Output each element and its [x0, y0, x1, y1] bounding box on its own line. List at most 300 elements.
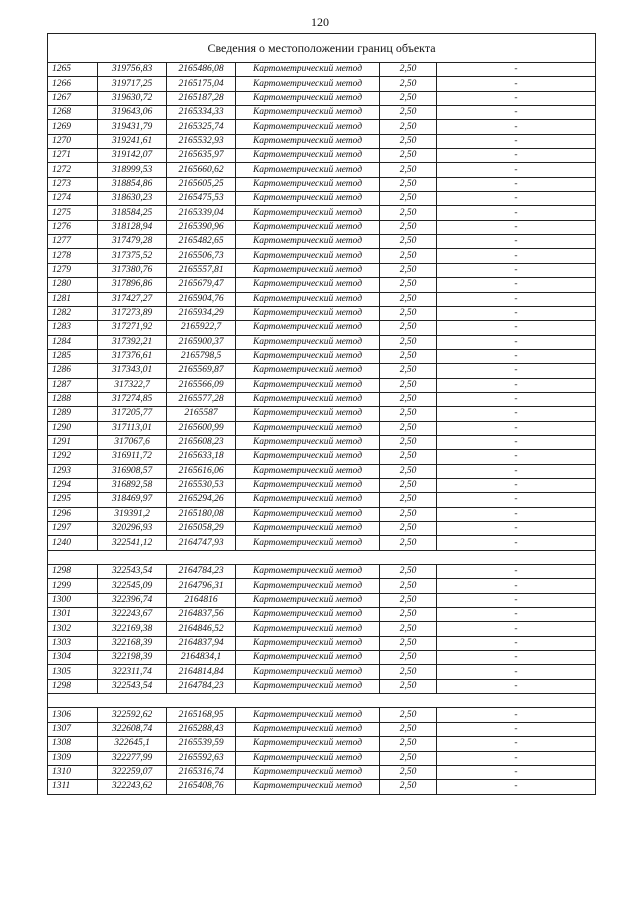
method-cell: Картометрический метод — [236, 565, 380, 579]
description-cell: - — [437, 364, 596, 378]
table-row — [48, 464, 596, 478]
point-number-cell: 1295 — [48, 493, 98, 507]
point-number-cell: 1276 — [48, 220, 98, 234]
description-cell: - — [437, 321, 596, 335]
coord-x-cell: 317427,27 — [98, 292, 167, 306]
coord-y-cell: 2165608,23 — [167, 435, 236, 449]
accuracy-cell: 2,50 — [380, 63, 437, 77]
table-row — [48, 263, 596, 277]
point-number-cell: 1271 — [48, 149, 98, 163]
method-cell: Картометрический метод — [236, 636, 380, 650]
point-number-cell: 1270 — [48, 134, 98, 148]
coord-x-cell: 317273,89 — [98, 306, 167, 320]
table-row — [48, 722, 596, 736]
coord-y-cell: 2165316,74 — [167, 765, 236, 779]
table-row — [48, 751, 596, 765]
method-cell: Картометрический метод — [236, 751, 380, 765]
coord-x-cell: 317274,85 — [98, 392, 167, 406]
description-cell: - — [437, 651, 596, 665]
coord-x-cell: 322169,38 — [98, 622, 167, 636]
coord-x-cell: 322541,12 — [98, 536, 167, 550]
table-row — [48, 106, 596, 120]
method-cell: Картометрический метод — [236, 536, 380, 550]
point-number-cell: 1282 — [48, 306, 98, 320]
accuracy-cell: 2,50 — [380, 249, 437, 263]
accuracy-cell: 2,50 — [380, 536, 437, 550]
method-cell: Картометрический метод — [236, 450, 380, 464]
method-cell: Картометрический метод — [236, 134, 380, 148]
description-cell: - — [437, 349, 596, 363]
table-row — [48, 349, 596, 363]
accuracy-cell: 2,50 — [380, 335, 437, 349]
table-row — [48, 220, 596, 234]
accuracy-cell: 2,50 — [380, 765, 437, 779]
method-cell: Картометрический метод — [236, 679, 380, 693]
accuracy-cell: 2,50 — [380, 407, 437, 421]
accuracy-cell: 2,50 — [380, 120, 437, 134]
accuracy-cell: 2,50 — [380, 665, 437, 679]
point-number-cell: 1303 — [48, 636, 98, 650]
coord-y-cell: 2165339,04 — [167, 206, 236, 220]
table-row — [48, 765, 596, 779]
method-cell: Картометрический метод — [236, 235, 380, 249]
method-cell: Картометрический метод — [236, 292, 380, 306]
coord-y-cell: 2164784,23 — [167, 679, 236, 693]
method-cell: Картометрический метод — [236, 435, 380, 449]
method-cell: Картометрический метод — [236, 593, 380, 607]
description-cell: - — [437, 665, 596, 679]
coord-y-cell: 2164834,1 — [167, 651, 236, 665]
accuracy-cell: 2,50 — [380, 608, 437, 622]
accuracy-cell: 2,50 — [380, 651, 437, 665]
point-number-cell: 1292 — [48, 450, 98, 464]
accuracy-cell: 2,50 — [380, 780, 437, 794]
point-number-cell: 1302 — [48, 622, 98, 636]
coord-y-cell: 2165475,53 — [167, 192, 236, 206]
point-number-cell: 1275 — [48, 206, 98, 220]
coord-y-cell: 2164846,52 — [167, 622, 236, 636]
table-row — [48, 421, 596, 435]
coord-x-cell: 322608,74 — [98, 722, 167, 736]
point-number-cell: 1283 — [48, 321, 98, 335]
coord-y-cell: 2165635,97 — [167, 149, 236, 163]
accuracy-cell: 2,50 — [380, 134, 437, 148]
coord-x-cell: 317375,52 — [98, 249, 167, 263]
table-row — [48, 177, 596, 191]
coord-x-cell: 322243,67 — [98, 608, 167, 622]
coord-y-cell: 2165904,76 — [167, 292, 236, 306]
coord-y-cell: 2165288,43 — [167, 722, 236, 736]
point-number-cell: 1298 — [48, 565, 98, 579]
description-cell: - — [437, 134, 596, 148]
method-cell: Картометрический метод — [236, 780, 380, 794]
table-row — [48, 321, 596, 335]
accuracy-cell: 2,50 — [380, 593, 437, 607]
method-cell: Картометрический метод — [236, 177, 380, 191]
table-row — [48, 235, 596, 249]
table-row — [48, 206, 596, 220]
method-cell: Картометрический метод — [236, 163, 380, 177]
table-row — [48, 91, 596, 105]
accuracy-cell: 2,50 — [380, 278, 437, 292]
method-cell: Картометрический метод — [236, 507, 380, 521]
point-number-cell: 1267 — [48, 91, 98, 105]
description-cell: - — [437, 163, 596, 177]
method-cell: Картометрический метод — [236, 407, 380, 421]
coord-y-cell: 2164747,93 — [167, 536, 236, 550]
method-cell: Картометрический метод — [236, 278, 380, 292]
accuracy-cell: 2,50 — [380, 565, 437, 579]
accuracy-cell: 2,50 — [380, 435, 437, 449]
coord-y-cell: 2165180,08 — [167, 507, 236, 521]
coord-x-cell: 322396,74 — [98, 593, 167, 607]
point-number-cell: 1311 — [48, 780, 98, 794]
point-number-cell: 1277 — [48, 235, 98, 249]
coord-x-cell: 322311,74 — [98, 665, 167, 679]
section-separator-row — [48, 694, 596, 708]
accuracy-cell: 2,50 — [380, 622, 437, 636]
description-cell: - — [437, 77, 596, 91]
coord-y-cell: 2164816 — [167, 593, 236, 607]
accuracy-cell: 2,50 — [380, 306, 437, 320]
method-cell: Картометрический метод — [236, 91, 380, 105]
coord-y-cell: 2165294,26 — [167, 493, 236, 507]
accuracy-cell: 2,50 — [380, 493, 437, 507]
method-cell: Картометрический метод — [236, 579, 380, 593]
point-number-cell: 1285 — [48, 349, 98, 363]
coord-y-cell: 2164784,23 — [167, 565, 236, 579]
method-cell: Картометрический метод — [236, 765, 380, 779]
coord-y-cell: 2165679,47 — [167, 278, 236, 292]
table-row — [48, 278, 596, 292]
coord-y-cell: 2165592,63 — [167, 751, 236, 765]
coord-y-cell: 2165168,95 — [167, 708, 236, 722]
table-row — [48, 651, 596, 665]
coord-y-cell: 2165482,65 — [167, 235, 236, 249]
description-cell: - — [437, 263, 596, 277]
table-row — [48, 120, 596, 134]
description-cell: - — [437, 292, 596, 306]
coord-y-cell: 2165187,28 — [167, 91, 236, 105]
point-number-cell: 1268 — [48, 106, 98, 120]
point-number-cell: 1298 — [48, 679, 98, 693]
description-cell: - — [437, 149, 596, 163]
coord-x-cell: 318128,94 — [98, 220, 167, 234]
table-row — [48, 522, 596, 536]
description-cell: - — [437, 235, 596, 249]
accuracy-cell: 2,50 — [380, 177, 437, 191]
method-cell: Картометрический метод — [236, 206, 380, 220]
description-cell: - — [437, 751, 596, 765]
coord-x-cell: 322592,62 — [98, 708, 167, 722]
accuracy-cell: 2,50 — [380, 522, 437, 536]
description-cell: - — [437, 536, 596, 550]
table-row — [48, 579, 596, 593]
method-cell: Картометрический метод — [236, 349, 380, 363]
description-cell: - — [437, 91, 596, 105]
description-cell: - — [437, 593, 596, 607]
accuracy-cell: 2,50 — [380, 235, 437, 249]
table-row — [48, 565, 596, 579]
coord-y-cell: 2165557,81 — [167, 263, 236, 277]
method-cell: Картометрический метод — [236, 421, 380, 435]
description-cell: - — [437, 450, 596, 464]
coord-y-cell: 2165587 — [167, 407, 236, 421]
coord-x-cell: 317271,92 — [98, 321, 167, 335]
coord-x-cell: 322259,07 — [98, 765, 167, 779]
coord-y-cell: 2165408,76 — [167, 780, 236, 794]
point-number-cell: 1306 — [48, 708, 98, 722]
accuracy-cell: 2,50 — [380, 77, 437, 91]
accuracy-cell: 2,50 — [380, 364, 437, 378]
point-number-cell: 1278 — [48, 249, 98, 263]
coord-x-cell: 316908,57 — [98, 464, 167, 478]
description-cell: - — [437, 177, 596, 191]
coord-y-cell: 2165539,59 — [167, 737, 236, 751]
accuracy-cell: 2,50 — [380, 149, 437, 163]
coord-y-cell: 2165532,93 — [167, 134, 236, 148]
accuracy-cell: 2,50 — [380, 464, 437, 478]
description-cell: - — [437, 421, 596, 435]
description-cell: - — [437, 780, 596, 794]
accuracy-cell: 2,50 — [380, 349, 437, 363]
description-cell: - — [437, 106, 596, 120]
point-number-cell: 1265 — [48, 63, 98, 77]
accuracy-cell: 2,50 — [380, 192, 437, 206]
accuracy-cell: 2,50 — [380, 636, 437, 650]
point-number-cell: 1279 — [48, 263, 98, 277]
method-cell: Картометрический метод — [236, 306, 380, 320]
method-cell: Картометрический метод — [236, 63, 380, 77]
description-cell: - — [437, 507, 596, 521]
point-number-cell: 1308 — [48, 737, 98, 751]
coord-x-cell: 319643,06 — [98, 106, 167, 120]
method-cell: Картометрический метод — [236, 263, 380, 277]
table-row — [48, 507, 596, 521]
point-number-cell: 1287 — [48, 378, 98, 392]
accuracy-cell: 2,50 — [380, 450, 437, 464]
point-number-cell: 1269 — [48, 120, 98, 134]
coord-x-cell: 318469,97 — [98, 493, 167, 507]
table-row — [48, 77, 596, 91]
point-number-cell: 1272 — [48, 163, 98, 177]
point-number-cell: 1294 — [48, 478, 98, 492]
coord-y-cell: 2165900,37 — [167, 335, 236, 349]
coord-y-cell: 2165325,74 — [167, 120, 236, 134]
description-cell: - — [437, 565, 596, 579]
description-cell: - — [437, 708, 596, 722]
method-cell: Картометрический метод — [236, 149, 380, 163]
coord-y-cell: 2164796,31 — [167, 579, 236, 593]
point-number-cell: 1273 — [48, 177, 98, 191]
section-separator-cell — [48, 550, 596, 564]
table-row — [48, 708, 596, 722]
coord-y-cell: 2165633,18 — [167, 450, 236, 464]
coord-x-cell: 317322,7 — [98, 378, 167, 392]
table-title: Сведения о местоположении границ объекта — [48, 34, 596, 63]
point-number-cell: 1296 — [48, 507, 98, 521]
accuracy-cell: 2,50 — [380, 392, 437, 406]
method-cell: Картометрический метод — [236, 220, 380, 234]
coord-x-cell: 318999,53 — [98, 163, 167, 177]
table-row — [48, 780, 596, 794]
coord-x-cell: 317205,77 — [98, 407, 167, 421]
table-row — [48, 364, 596, 378]
accuracy-cell: 2,50 — [380, 708, 437, 722]
table-row — [48, 292, 596, 306]
method-cell: Картометрический метод — [236, 651, 380, 665]
point-number-cell: 1305 — [48, 665, 98, 679]
point-number-cell: 1293 — [48, 464, 98, 478]
accuracy-cell: 2,50 — [380, 378, 437, 392]
coord-x-cell: 322277,99 — [98, 751, 167, 765]
boundary-table-sheet — [47, 33, 595, 795]
coord-x-cell: 322545,09 — [98, 579, 167, 593]
description-cell: - — [437, 120, 596, 134]
description-cell: - — [437, 407, 596, 421]
description-cell: - — [437, 737, 596, 751]
table-row — [48, 608, 596, 622]
method-cell: Картометрический метод — [236, 622, 380, 636]
coord-y-cell: 2164814,84 — [167, 665, 236, 679]
description-cell: - — [437, 478, 596, 492]
point-number-cell: 1280 — [48, 278, 98, 292]
description-cell: - — [437, 435, 596, 449]
method-cell: Картометрический метод — [236, 708, 380, 722]
description-cell: - — [437, 63, 596, 77]
method-cell: Картометрический метод — [236, 392, 380, 406]
point-number-cell: 1310 — [48, 765, 98, 779]
coord-x-cell: 319142,07 — [98, 149, 167, 163]
table-row — [48, 593, 596, 607]
coord-y-cell: 2164837,56 — [167, 608, 236, 622]
coord-x-cell: 318630,23 — [98, 192, 167, 206]
point-number-cell: 1304 — [48, 651, 98, 665]
method-cell: Картометрический метод — [236, 364, 380, 378]
point-number-cell: 1274 — [48, 192, 98, 206]
coord-x-cell: 319241,61 — [98, 134, 167, 148]
coord-x-cell: 317380,76 — [98, 263, 167, 277]
table-row — [48, 536, 596, 550]
method-cell: Картометрический метод — [236, 493, 380, 507]
coord-y-cell: 2164837,94 — [167, 636, 236, 650]
coord-x-cell: 322645,1 — [98, 737, 167, 751]
method-cell: Картометрический метод — [236, 120, 380, 134]
coord-x-cell: 320296,93 — [98, 522, 167, 536]
coord-x-cell: 317343,01 — [98, 364, 167, 378]
table-row — [48, 149, 596, 163]
coord-x-cell: 322168,39 — [98, 636, 167, 650]
coord-x-cell: 319756,83 — [98, 63, 167, 77]
coord-y-cell: 2165798,5 — [167, 349, 236, 363]
coord-x-cell: 322543,54 — [98, 565, 167, 579]
coord-x-cell: 319717,25 — [98, 77, 167, 91]
accuracy-cell: 2,50 — [380, 91, 437, 105]
method-cell: Картометрический метод — [236, 249, 380, 263]
coord-y-cell: 2165660,62 — [167, 163, 236, 177]
coord-y-cell: 2165566,09 — [167, 378, 236, 392]
description-cell: - — [437, 493, 596, 507]
accuracy-cell: 2,50 — [380, 478, 437, 492]
coord-y-cell: 2165390,96 — [167, 220, 236, 234]
coord-y-cell: 2165922,7 — [167, 321, 236, 335]
method-cell: Картометрический метод — [236, 522, 380, 536]
coord-x-cell: 317376,61 — [98, 349, 167, 363]
coord-x-cell: 318584,25 — [98, 206, 167, 220]
description-cell: - — [437, 579, 596, 593]
coord-x-cell: 322198,39 — [98, 651, 167, 665]
description-cell: - — [437, 378, 596, 392]
table-row — [48, 622, 596, 636]
coord-x-cell: 322543,54 — [98, 679, 167, 693]
table-row — [48, 737, 596, 751]
method-cell: Картометрический метод — [236, 106, 380, 120]
description-cell: - — [437, 278, 596, 292]
coord-x-cell: 317113,01 — [98, 421, 167, 435]
method-cell: Картометрический метод — [236, 478, 380, 492]
table-row — [48, 192, 596, 206]
page-number: 120 — [311, 15, 329, 29]
coord-y-cell: 2165334,33 — [167, 106, 236, 120]
description-cell: - — [437, 192, 596, 206]
coord-x-cell: 316911,72 — [98, 450, 167, 464]
method-cell: Картометрический метод — [236, 321, 380, 335]
coord-x-cell: 317896,86 — [98, 278, 167, 292]
coord-y-cell: 2165175,04 — [167, 77, 236, 91]
method-cell: Картометрический метод — [236, 722, 380, 736]
coord-x-cell: 319431,79 — [98, 120, 167, 134]
description-cell: - — [437, 249, 596, 263]
coord-y-cell: 2165569,87 — [167, 364, 236, 378]
coord-y-cell: 2165506,73 — [167, 249, 236, 263]
point-number-cell: 1307 — [48, 722, 98, 736]
coord-x-cell: 319630,72 — [98, 91, 167, 105]
description-cell: - — [437, 636, 596, 650]
table-row — [48, 435, 596, 449]
coord-y-cell: 2165600,99 — [167, 421, 236, 435]
accuracy-cell: 2,50 — [380, 579, 437, 593]
description-cell: - — [437, 335, 596, 349]
table-header-row — [48, 34, 596, 63]
point-number-cell: 1266 — [48, 77, 98, 91]
coord-x-cell: 322243,62 — [98, 780, 167, 794]
coord-y-cell: 2165486,08 — [167, 63, 236, 77]
description-cell: - — [437, 522, 596, 536]
method-cell: Картометрический метод — [236, 737, 380, 751]
method-cell: Картометрический метод — [236, 192, 380, 206]
coord-y-cell: 2165530,53 — [167, 478, 236, 492]
accuracy-cell: 2,50 — [380, 106, 437, 120]
point-number-cell: 1299 — [48, 579, 98, 593]
accuracy-cell: 2,50 — [380, 507, 437, 521]
description-cell: - — [437, 608, 596, 622]
point-number-cell: 1297 — [48, 522, 98, 536]
coord-x-cell: 317392,21 — [98, 335, 167, 349]
section-separator-row — [48, 550, 596, 564]
description-cell: - — [437, 464, 596, 478]
table-row — [48, 134, 596, 148]
point-number-cell: 1289 — [48, 407, 98, 421]
coord-y-cell: 2165058,29 — [167, 522, 236, 536]
description-cell: - — [437, 679, 596, 693]
description-cell: - — [437, 306, 596, 320]
point-number-cell: 1288 — [48, 392, 98, 406]
coord-x-cell: 317067,6 — [98, 435, 167, 449]
method-cell: Картометрический метод — [236, 608, 380, 622]
table-row — [48, 478, 596, 492]
point-number-cell: 1309 — [48, 751, 98, 765]
point-number-cell: 1300 — [48, 593, 98, 607]
